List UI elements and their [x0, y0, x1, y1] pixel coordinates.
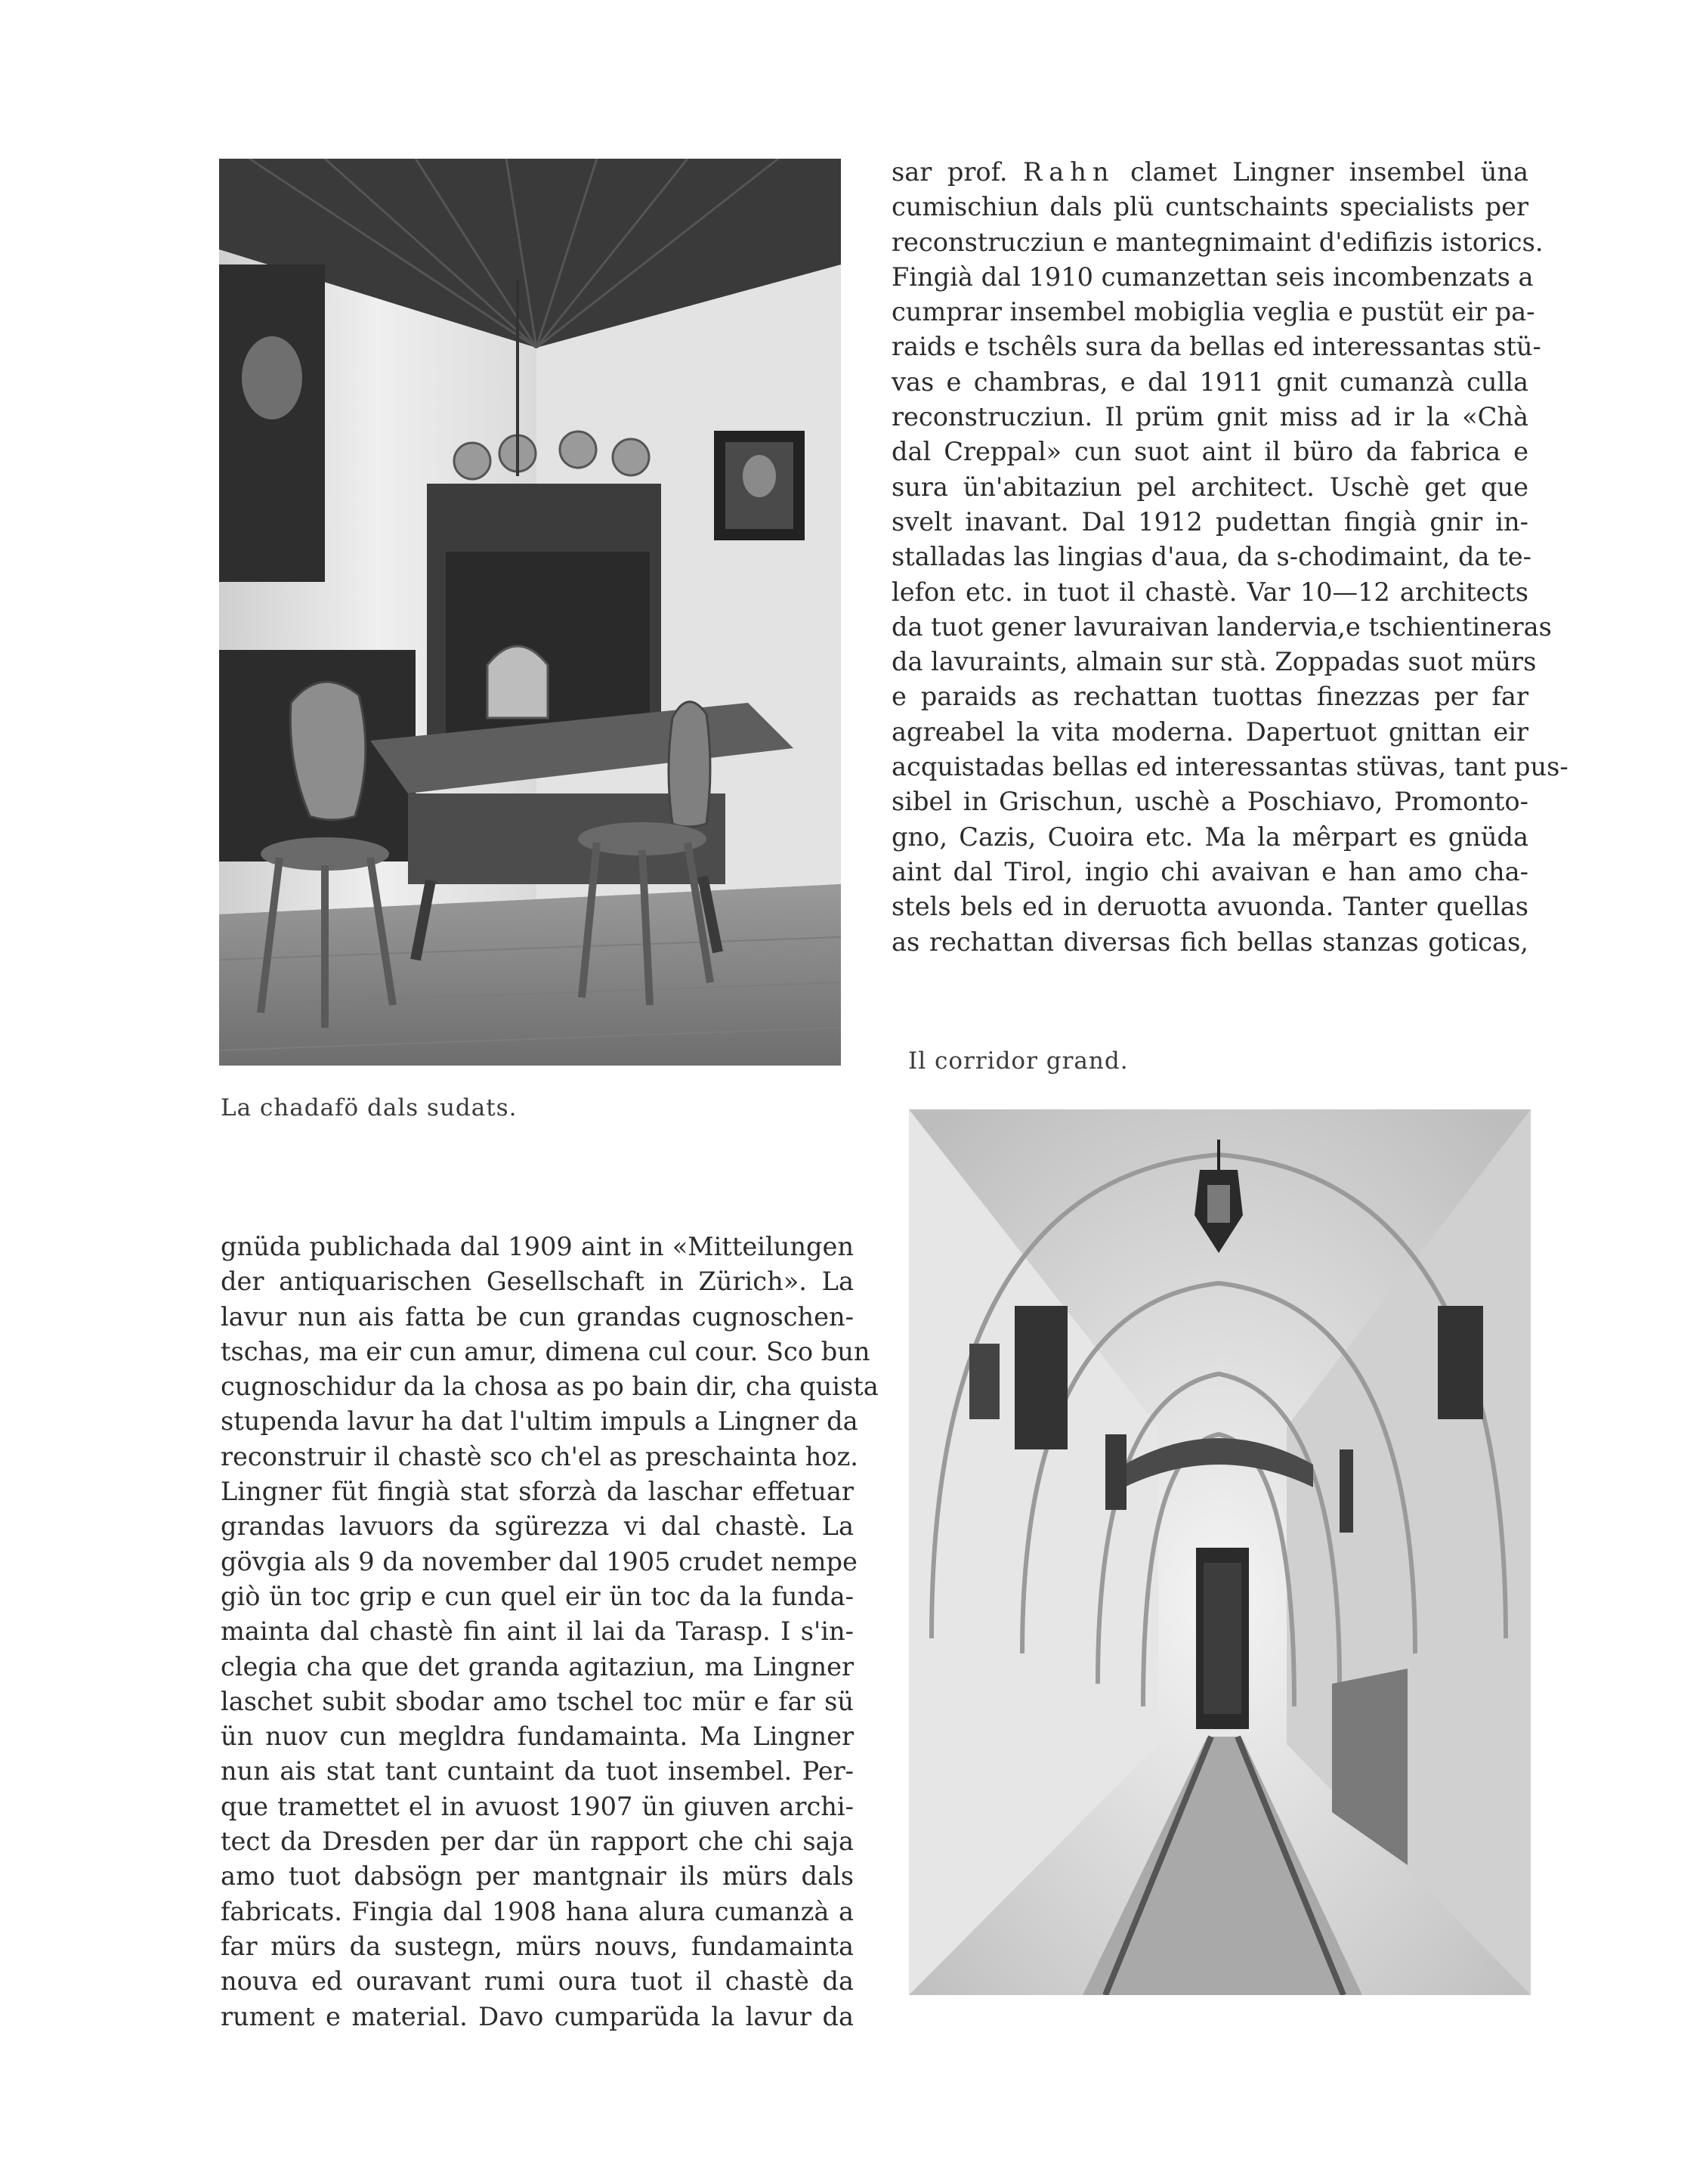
- text-line: giò ün toc grip e cun quel eir ün toc da la funda-: [221, 1581, 854, 1611]
- text-line: Fingià dal 1910 cumanzettan seis incombenzats a: [892, 261, 1534, 292]
- text-line: que tramettet el in avuost 1907 ün giuven archi-: [221, 1791, 854, 1821]
- text-line: lavur nun ais fatta be cun grandas cugnoschen-: [221, 1301, 854, 1332]
- text-line: aint dal Tirol, ingio chi avaivan e han amo cha-: [892, 856, 1528, 886]
- text-line: Lingner füt fingià stat sforzà da laschar effetuar: [221, 1477, 854, 1507]
- text-line: reconstruir il chastè sco ch'el as preschainta hoz.: [221, 1441, 858, 1471]
- text-line: gnüda publichada dal 1909 aint in «Mitteilungen: [221, 1232, 854, 1261]
- text-line: e paraids as rechattan tuottas finezzas per far: [892, 682, 1528, 712]
- text-line: der antiquarischen Gesellschaft in Zürich». La: [221, 1267, 854, 1297]
- caption-corridor: Il corridor grand.: [908, 1047, 1129, 1075]
- text-line: stalladas las lingias d'aua, da s-chodimaint, da te-: [892, 542, 1531, 572]
- text-line: sar prof. Rahn clamet Lingner insembel üna: [892, 157, 1528, 187]
- text-line: rument e material. Davo cumparüda la lavur da: [221, 2001, 854, 2031]
- text-line: mainta dal chastè fin aint il lai da Tarasp. I s'in-: [221, 1616, 854, 1647]
- text-line: stupenda lavur ha dat l'ultim impuls a Lingner da: [221, 1406, 858, 1437]
- text-line: reconstrucziun. Il prüm gnit miss ad ir la «Chà: [892, 402, 1528, 432]
- text-line: gno, Cazis, Cuoira etc. Ma la mêrpart es gnüda: [892, 821, 1528, 852]
- name-rahn: Rahn: [1023, 157, 1115, 187]
- text-line: da tuot gener lavuraivan landervia,e tschientineras: [892, 611, 1552, 642]
- text-line: svelt inavant. Dal 1912 pudettan fingià gnir in-: [892, 506, 1528, 537]
- photo-soldiers-kitchen: [219, 159, 841, 1066]
- caption-soldiers-kitchen: La chadafö dals sudats.: [221, 1094, 518, 1121]
- body-text-right-column: [892, 155, 1568, 960]
- text-line: nun ais stat tant cuntaint da tuot insembel. Per-: [221, 1756, 854, 1786]
- text-line: vas e chambras, e dal 1911 gnit cumanzà culla: [892, 367, 1528, 397]
- text-line: as rechattan diversas fich bellas stanzas goticas,: [892, 926, 1528, 957]
- text-line: tect da Dresden per dar ün rapport che chi saja: [221, 1827, 854, 1857]
- text-line: raids e tschêls sura da bellas ed interessantas stü-: [892, 332, 1541, 362]
- text-line: cugnoschidur da la chosa as po bain dir, cha quista: [221, 1372, 879, 1402]
- text-line: laschet subit sbodar amo tschel toc mür e far sü: [221, 1686, 854, 1716]
- text-line: sibel in Grischun, uschè a Poschiavo, Promonto-: [892, 787, 1528, 817]
- text-line: reconstrucziun e mantegnimaint d'edifizis istorics.: [892, 227, 1544, 257]
- text-line: grandas lavuors da sgürezza vi dal chastè. La: [221, 1511, 854, 1542]
- text-line: far mürs da sustegn, mürs nouvs, fundamainta: [221, 1931, 854, 1961]
- text-line: dal Creppal» cun suot aint il büro da fabrica e: [892, 437, 1528, 467]
- text-line: da lavuraints, almain sur stà. Zoppadas suot mürs: [892, 647, 1537, 677]
- text-line: agreabel la vita moderna. Dapertuot gnittan eir: [892, 716, 1528, 747]
- text-line: cumischiun dals plü cuntschaints specialists per: [892, 192, 1528, 222]
- text-line: sura ün'abitaziun pel architect. Uschè get que: [892, 472, 1528, 502]
- text-line: gövgia als 9 da november dal 1905 crudet nempe: [221, 1546, 858, 1576]
- text-line: acquistadas bellas ed interessantas stüvas, tant pus-: [892, 752, 1568, 782]
- text-line: clegia cha que det granda agitaziun, ma Lingner: [221, 1651, 854, 1681]
- text-line: nouva ed ouravant rumi oura tuot il chastè da: [221, 1966, 854, 1997]
- text-line: cumprar insembel mobiglia veglia e pustüt eir pa-: [892, 297, 1535, 327]
- text-line: tschas, ma eir cun amur, dimena cul cour. Sco bun: [221, 1336, 870, 1366]
- text-line: fabricats. Fingia dal 1908 hana alura cumanzà a: [221, 1896, 854, 1926]
- text-line: amo tuot dabsögn per mantgnair ils mürs dals: [221, 1861, 854, 1892]
- text-line: lefon etc. in tuot il chastè. Var 10—12 architects: [892, 577, 1528, 607]
- body-text-left-column: [221, 1230, 879, 2034]
- photo-grand-corridor: [909, 1109, 1531, 1995]
- text-line: ün nuov cun megldra fundamainta. Ma Lingner: [221, 1722, 854, 1752]
- text-line: stels bels ed in deruotta avuonda. Tanter quellas: [892, 892, 1528, 922]
